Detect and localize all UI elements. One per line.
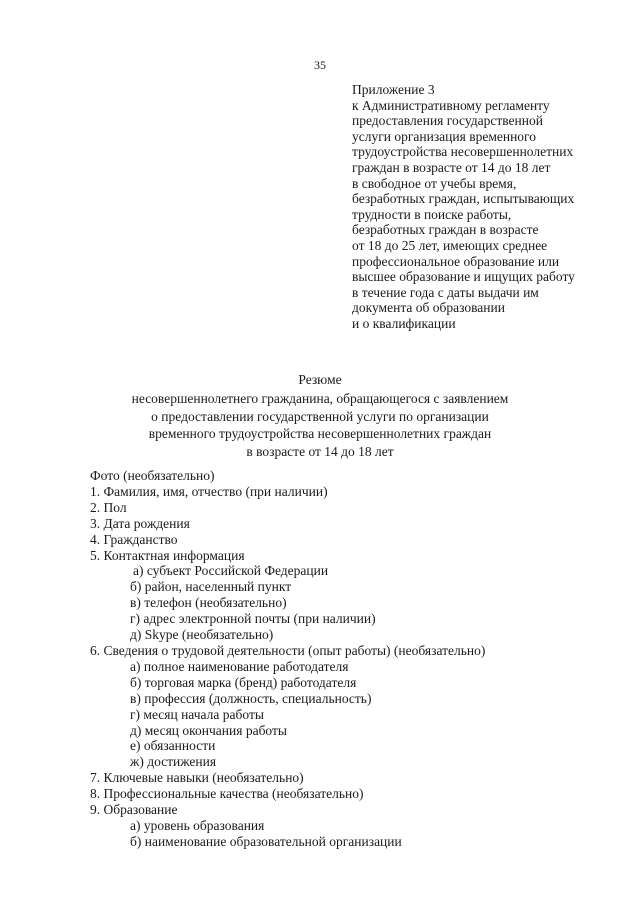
appendix-line: и о квалификации	[352, 315, 456, 331]
field-birth-date: 3. Дата рождения	[90, 515, 190, 531]
field-education: 9. Образование	[90, 802, 178, 818]
field-photo: Фото (необязательно)	[90, 468, 215, 483]
appendix-line: трудности в поиске работы,	[352, 206, 512, 222]
title-line: о предоставлении государственной услуги по организации	[151, 408, 489, 424]
subfield-district: б) район, населенный пункт	[130, 579, 292, 595]
appendix-line: в свободное от учебы время,	[352, 175, 517, 191]
page-number: 35	[314, 58, 326, 72]
subfield-end-month: д) месяц окончания работы	[130, 722, 287, 738]
subfield-duties: е) обязанности	[130, 738, 216, 754]
subfield-start-month: г) месяц начала работы	[130, 706, 264, 722]
subfield-skype: д) Skype (необязательно)	[130, 627, 274, 643]
subfield-phone: в) телефон (необязательно)	[130, 595, 287, 611]
appendix-line: в течение года с даты выдачи им	[352, 284, 539, 300]
title-line: в возрасте от 14 до 18 лет	[246, 443, 394, 459]
appendix-line: трудоустройства несовершеннолетних	[352, 144, 574, 160]
appendix-line: предоставления государственной	[352, 113, 543, 129]
appendix-line: безработных граждан, испытывающих	[352, 191, 575, 207]
document-title	[0, 371, 640, 460]
subfield-employer-brand: б) торговая марка (бренд) работодателя	[130, 674, 357, 690]
subfield-profession: в) профессия (должность, специальность)	[130, 690, 372, 706]
field-work-experience: 6. Сведения о трудовой деятельности (опыт работы) (необязательно)	[90, 642, 486, 658]
subfield-region: а) субъект Российской Федерации	[133, 563, 329, 579]
appendix-line: граждан в возрасте от 14 до 18 лет	[352, 159, 551, 175]
subfield-employer-name: а) полное наименование работодателя	[130, 658, 349, 674]
field-citizenship: 4. Гражданство	[90, 531, 178, 547]
field-contact-info: 5. Контактная информация	[90, 547, 245, 563]
appendix-line: высшее образование и ищущих работу	[352, 269, 575, 285]
subfield-education-level: а) уровень образования	[130, 817, 265, 833]
resume-fields-list	[90, 468, 610, 850]
field-full-name: 1. Фамилия, имя, отчество (при наличии)	[90, 483, 328, 499]
title-line: временного трудоустройства несовершеннолетних граждан	[148, 426, 492, 442]
subfield-email: г) адрес электронной почты (при наличии)	[130, 611, 376, 627]
subfield-institution-name: б) наименование образовательной организации	[130, 833, 402, 849]
title-heading: Резюме	[298, 372, 342, 387]
appendix-line: Приложение 3	[352, 82, 435, 97]
appendix-line: к Административному регламенту	[352, 97, 550, 113]
appendix-line: безработных граждан в возрасте	[352, 222, 539, 238]
field-gender: 2. Пол	[90, 499, 127, 515]
appendix-line: профессиональное образование или	[352, 253, 560, 269]
field-professional-qualities: 8. Профессиональные качества (необязательно)	[90, 786, 364, 802]
appendix-line: от 18 до 25 лет, имеющих среднее	[352, 237, 548, 253]
subfield-achievements: ж) достижения	[130, 754, 217, 770]
appendix-line: услуги организация временного	[352, 128, 537, 144]
appendix-line: документа об образовании	[352, 300, 505, 316]
field-key-skills: 7. Ключевые навыки (необязательно)	[90, 770, 304, 786]
title-line: несовершеннолетнего гражданина, обращающегося с заявлением	[131, 391, 509, 407]
appendix-block	[352, 82, 622, 332]
